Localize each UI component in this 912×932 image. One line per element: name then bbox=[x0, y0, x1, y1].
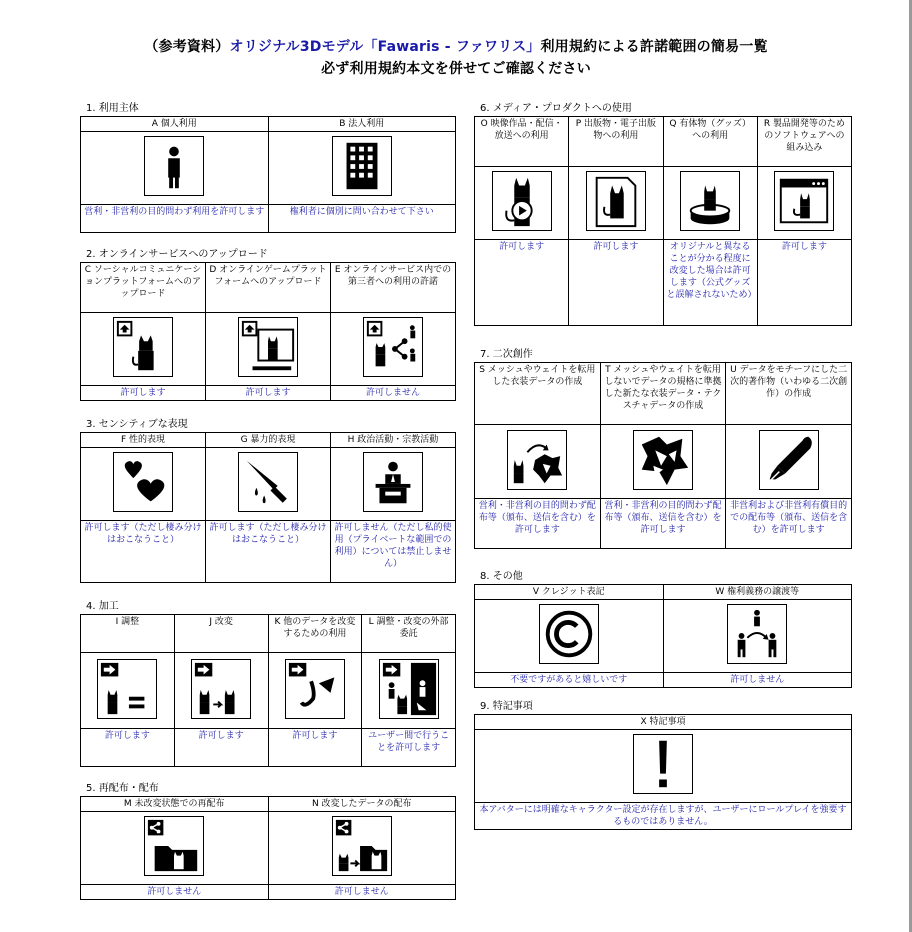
upload-game-icon bbox=[238, 317, 298, 377]
section-title: 2. オンラインサービスへのアップロード bbox=[86, 249, 268, 260]
pen-icon bbox=[759, 430, 819, 490]
building-icon bbox=[332, 136, 392, 196]
status-text: 許可します（ただし棲み分けはおこなうこと） bbox=[81, 521, 206, 583]
section-title: 8. その他 bbox=[480, 571, 523, 582]
col-header: U データをモチーフにした二次的著作物（いわゆる二次創作）の作成 bbox=[726, 363, 852, 425]
col-header: E オンラインサービス内での第三者への利用の許諾 bbox=[331, 263, 456, 313]
col-header: N 改変したデータの配布 bbox=[268, 797, 456, 812]
section-7 bbox=[474, 348, 852, 549]
col-header: V クレジット表記 bbox=[475, 585, 664, 600]
status-text: 許可しません bbox=[268, 885, 456, 900]
col-header: G 暴力的表現 bbox=[206, 433, 331, 448]
col-header: F 性的表現 bbox=[81, 433, 206, 448]
status-text: オリジナルと異なることが分かる程度に改変した場合は許可します（公式グッズと誤解されないため） bbox=[663, 240, 757, 326]
status-text: 権利者に個別に問い合わせて下さい bbox=[268, 205, 456, 233]
col-header: C ソーシャルコミュニケーションプラットフォームへのアップロード bbox=[81, 263, 206, 313]
col-header: D オンラインゲームプラットフォームへのアップロード bbox=[206, 263, 331, 313]
modify-icon bbox=[191, 659, 251, 719]
col-header: J 改変 bbox=[174, 615, 268, 653]
adjust-icon bbox=[97, 659, 157, 719]
status-text: 不要ですがあると嬉しいです bbox=[475, 673, 664, 688]
costume-new-icon bbox=[633, 430, 693, 490]
status-text: 営利・非営利の目的問わず配布等（頒布、送信を含む）を許可します bbox=[475, 499, 601, 549]
podium-icon bbox=[363, 452, 423, 512]
col-header: O 映像作品・配信・放送への利用 bbox=[475, 117, 569, 167]
redistribute-icon bbox=[144, 816, 204, 876]
col-header: H 政治活動・宗教活動 bbox=[331, 433, 456, 448]
share-third-party-icon bbox=[363, 317, 423, 377]
status-text: 許可します bbox=[81, 386, 206, 401]
knife-icon bbox=[238, 452, 298, 512]
status-text: ユーザー間で行うことを許可します bbox=[362, 729, 456, 767]
status-text: 非営利および非営利有償目的での配布等（頒布、送信を含む）を許可します bbox=[726, 499, 852, 549]
status-text: 許可します bbox=[174, 729, 268, 767]
transfer-icon bbox=[727, 604, 787, 664]
col-header: L 調整・改変の外部委託 bbox=[362, 615, 456, 653]
status-text: 営利・非営利の目的問わず利用を許可します bbox=[81, 205, 269, 233]
other-data-icon bbox=[285, 659, 345, 719]
section-3 bbox=[80, 418, 456, 583]
page-subtitle: 必ず利用規約本文を併せてご確認ください bbox=[321, 61, 591, 77]
section-title: 5. 再配布・配布 bbox=[86, 783, 159, 794]
section-title: 3. センシティブな表現 bbox=[86, 419, 188, 430]
person-icon bbox=[144, 136, 204, 196]
distribute-modified-icon bbox=[332, 816, 392, 876]
software-icon bbox=[774, 171, 834, 231]
status-text: 許可します（ただし棲み分けはおこなうこと） bbox=[206, 521, 331, 583]
status-text: 許可しません bbox=[331, 386, 456, 401]
status-text: 許可します bbox=[757, 240, 851, 326]
col-header: P 出版物・電子出版物への利用 bbox=[569, 117, 663, 167]
section-2 bbox=[80, 248, 456, 401]
status-text: 許可しません bbox=[663, 673, 852, 688]
section-5 bbox=[80, 782, 456, 900]
status-text: 許可しません bbox=[81, 885, 269, 900]
section-title: 4. 加工 bbox=[86, 601, 119, 612]
section-9 bbox=[474, 700, 852, 830]
hearts-icon bbox=[113, 452, 173, 512]
col-header: I 調整 bbox=[81, 615, 175, 653]
col-header: R 製品開発等のためのソフトウェアへの組み込み bbox=[757, 117, 851, 167]
publication-icon bbox=[586, 171, 646, 231]
section-title: 7. 二次創作 bbox=[480, 349, 533, 360]
status-text: 許可します bbox=[475, 240, 569, 326]
copyright-icon bbox=[539, 604, 599, 664]
status-text: 許可します bbox=[206, 386, 331, 401]
col-header: M 未改変状態での再配布 bbox=[81, 797, 269, 812]
status-text: 許可します bbox=[268, 729, 362, 767]
status-text: 許可します bbox=[569, 240, 663, 326]
col-header: W 権利義務の譲渡等 bbox=[663, 585, 852, 600]
costume-transfer-icon bbox=[507, 430, 567, 490]
col-header: B 法人利用 bbox=[268, 117, 456, 132]
status-text: 本アバターには明確なキャラクター設定が存在しますが、ユーザーにロールプレイを強要するものではありません。 bbox=[475, 803, 852, 830]
col-header: X 特記事項 bbox=[475, 715, 852, 730]
col-header: T メッシュやウェイトを転用しないでデータの規格に準拠した新たな衣装データ・テクスチャデータの作成 bbox=[600, 363, 726, 425]
section-title: 1. 利用主体 bbox=[86, 103, 139, 114]
col-header: Q 有体物（グッズ）への利用 bbox=[663, 117, 757, 167]
status-text: 許可します bbox=[81, 729, 175, 767]
section-title: 6. メディア・プロダクトへの使用 bbox=[480, 103, 632, 114]
status-text: 許可しません（ただし私的使用（プライベートな範囲での利用）については禁止しません） bbox=[331, 521, 456, 583]
exclamation-icon bbox=[633, 734, 693, 794]
section-6 bbox=[474, 102, 852, 326]
upload-social-icon bbox=[113, 317, 173, 377]
col-header: A 個人利用 bbox=[81, 117, 269, 132]
page-title: （参考資料）オリジナル3Dモデル「Fawaris - ファワリス」利用規約による許諾範囲の簡易一覧 bbox=[144, 39, 768, 55]
status-text: 営利・非営利の目的問わず配布等（頒布、送信を含む）を許可します bbox=[600, 499, 726, 549]
section-4 bbox=[80, 600, 456, 767]
video-icon bbox=[492, 171, 552, 231]
section-title: 9. 特記事項 bbox=[480, 701, 533, 712]
section-8 bbox=[474, 570, 852, 688]
goods-icon bbox=[680, 171, 740, 231]
col-header: S メッシュやウェイトを転用した衣装データの作成 bbox=[475, 363, 601, 425]
section-1 bbox=[80, 102, 456, 233]
col-header: K 他のデータを改変するための利用 bbox=[268, 615, 362, 653]
outsource-icon bbox=[379, 659, 439, 719]
